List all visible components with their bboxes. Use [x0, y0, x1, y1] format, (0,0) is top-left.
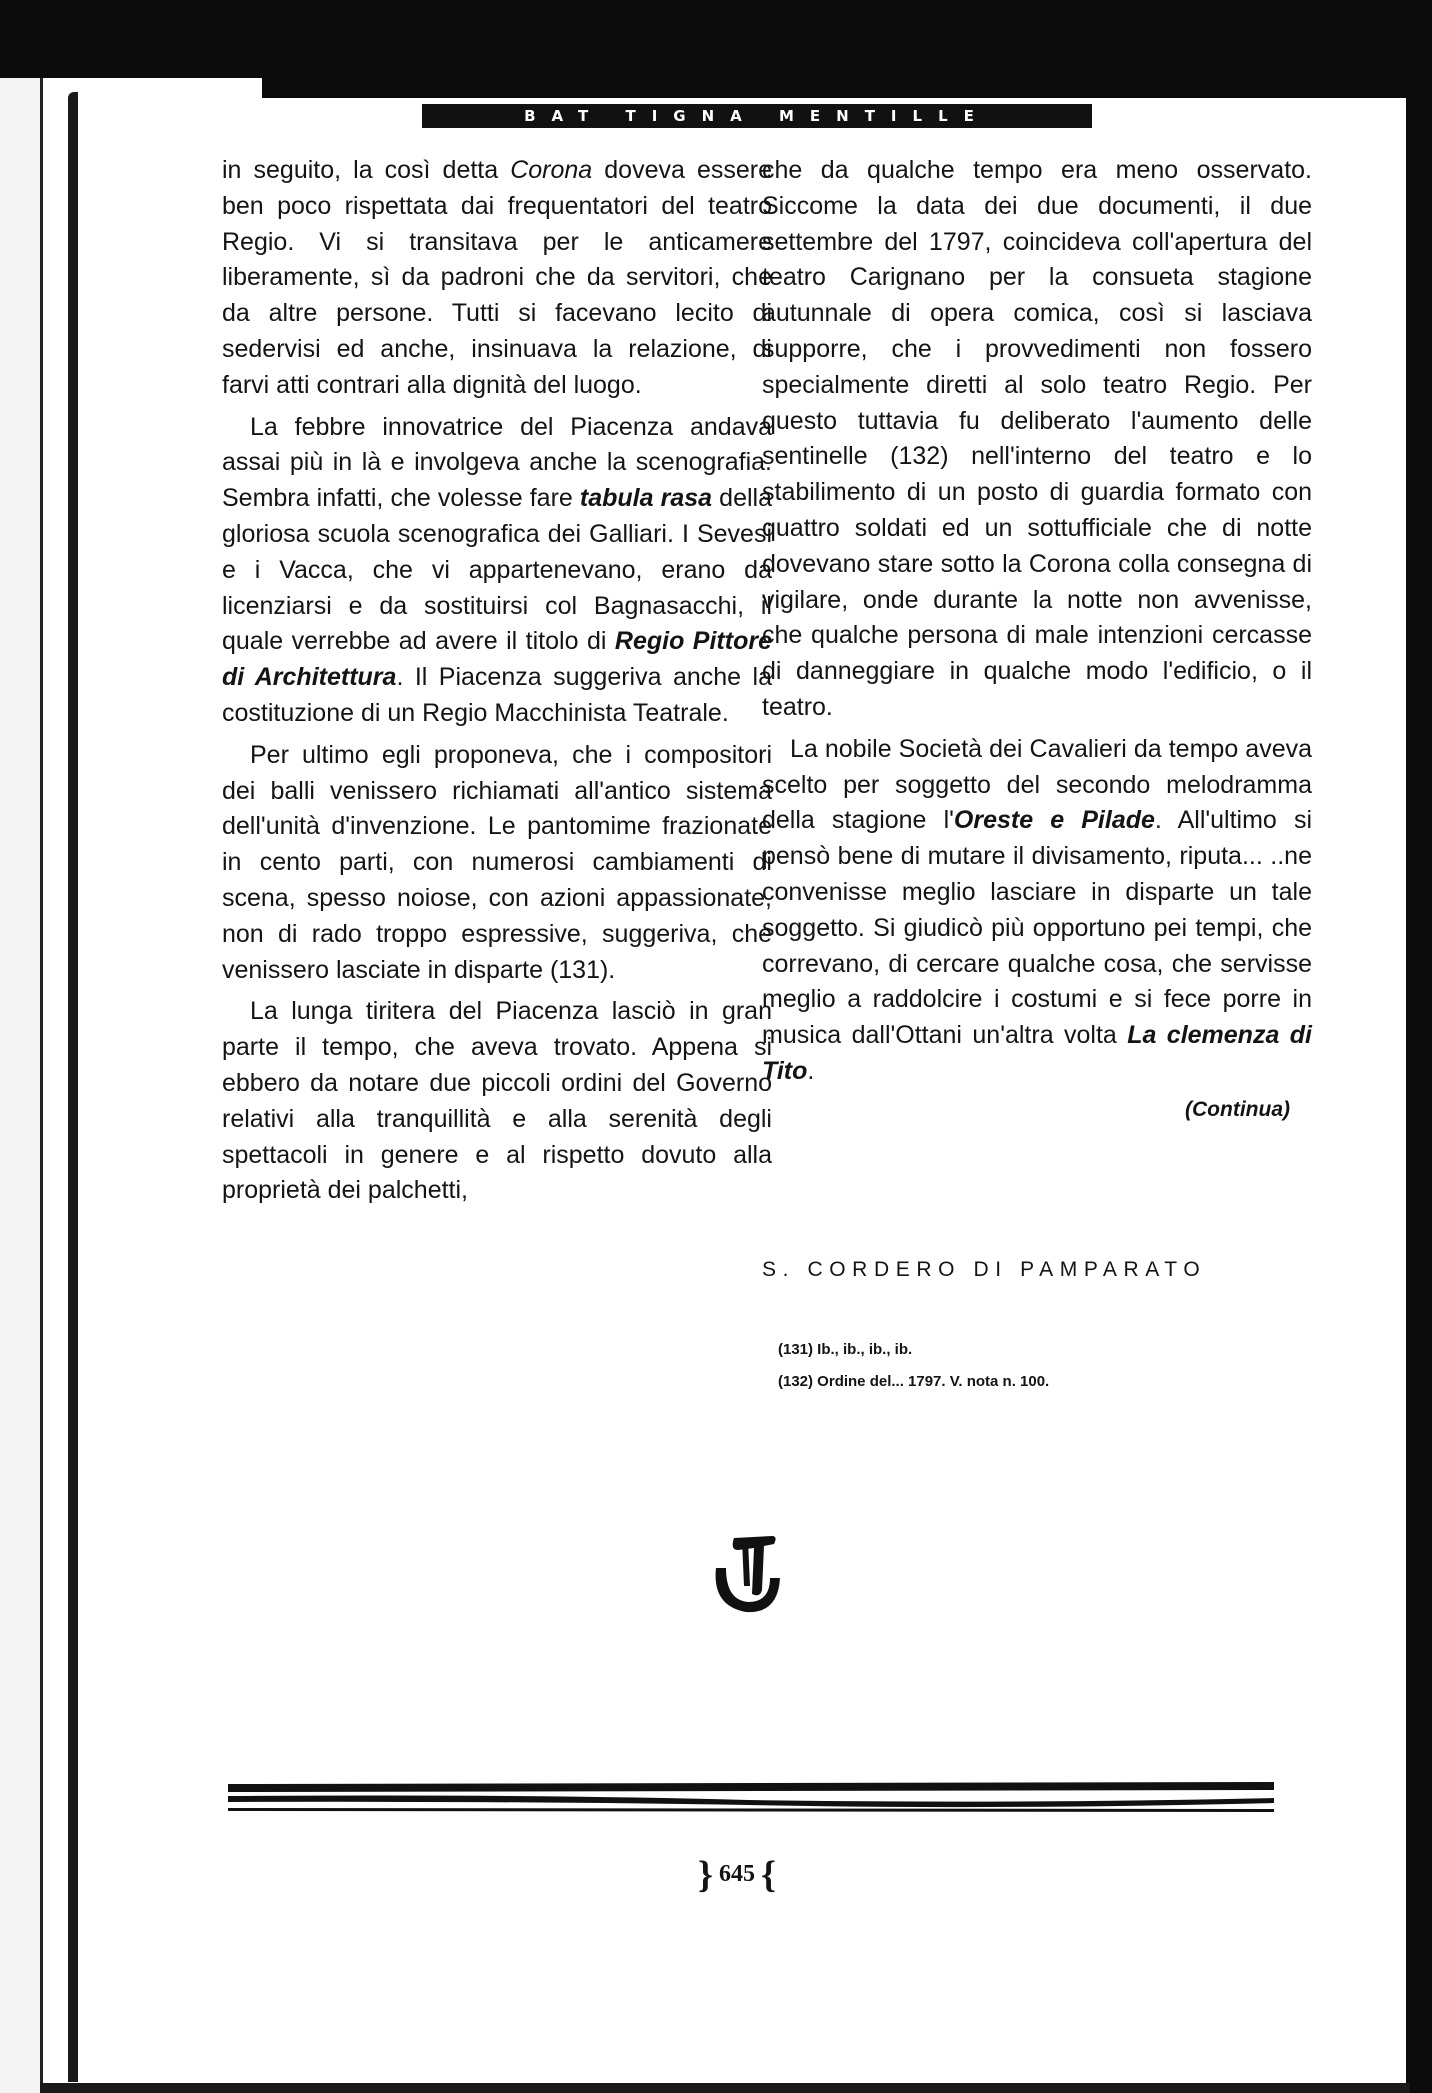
right-brace-ornament: {	[761, 1854, 776, 1896]
decorative-monogram-icon	[708, 1528, 786, 1618]
footnote: (132) Ordine del... 1797. V. nota n. 100.	[778, 1373, 1050, 1390]
scan-border-top-band	[262, 52, 1432, 98]
page-number-value: 645	[719, 1861, 755, 1887]
author-signature: S. CORDERO DI PAMPARATO	[762, 1258, 1207, 1281]
left-column	[222, 153, 772, 1209]
footnotes	[778, 1334, 1258, 1398]
scan-border-bottom	[40, 2083, 1410, 2093]
scan-border-left	[0, 78, 43, 2093]
scan-border-top-left	[0, 52, 262, 78]
paragraph: La lunga tiritera del Piacenza lasciò in gran parte il tempo, che aveva trovato. Appena si ebbero da notare due piccoli ordini del Governo relativi alla tranquillità e alla serenità degli spettacoli in genere e al rispetto dovuto alla proprietà dei palchetti,	[222, 997, 772, 1205]
left-brace-ornament: }	[698, 1854, 713, 1896]
decorative-rule	[228, 1778, 1274, 1818]
page-number	[672, 1853, 802, 1897]
scan-border-top	[0, 0, 1432, 52]
scan-border-right	[1406, 0, 1432, 2093]
page-binding-edge	[68, 92, 78, 2082]
paragraph: in seguito, la così detta Corona doveva essere ben poco rispettata dai frequentatori del teatro Regio. Vi si transitava per le anticamere liberamente, sì da padroni che da servitori, che da altre persone. Tutti si facevano lecito di sedervisi ed anche, insinuava la relazione, di farvi atti contrari alla dignità del luogo.	[222, 156, 772, 399]
right-column	[762, 153, 1312, 1128]
paragraph: che da qualche tempo era meno osservato. Siccome la data dei due documenti, il due settembre del 1797, coincideva coll'apertura del teatro Carignano per la consueta stagione autunnale di opera comica, così si lasciava supporre, che i provvedimenti non fossero specialmente diretti al solo teatro Regio. Per questo tuttavia fu deliberato l'aumento delle sentinelle (132) nell'interno del teatro e lo stabilimento di un posto di guardia formato con quattro soldati ed un sottufficiale che di notte dovevano stare sotto la Corona colla consegna di vigilare, onde durante la notte non avvenisse, che qualche persona di male intenzioni cercasse di danneggiare in qualche modo l'edificio, o il teatro.	[762, 156, 1312, 721]
continua-note: (Continua)	[1185, 1097, 1290, 1121]
running-header: BAT TIGNA MENTILLE	[422, 104, 1092, 128]
paragraph: La nobile Società dei Cavalieri da tempo aveva scelto per soggetto del secondo melodramma della stagione l'Oreste e Pilade. All'ultimo si pensò bene di mutare il divisamento, riputa... ..ne convenisse meglio lasciare in disparte un tale soggetto. Si giudicò più opportuno pei tempi, che correvano, di cercare qualche cosa, che servisse meglio a raddolcire i costumi e si fece porre in musica dall'Ottani un'altra volta La clemenza di Tito.	[762, 734, 1313, 1085]
paragraph: La febbre innovatrice del Piacenza andava assai più in là e involgeva anche la scenografia. Sembra infatti, che volesse fare tabula rasa della gloriosa scuola scenografica dei Galliari. I Sevesi e i Vacca, che vi appartenevano, erano da licenziarsi e da sostituirsi col Bagnasacchi, il quale verrebbe ad avere il titolo di Regio Pittore di Architettura. Il Piacenza suggeriva anche la costituzione di un Regio Macchinista Teatrale.	[222, 412, 772, 727]
footnote: (131) Ib., ib., ib., ib.	[778, 1341, 913, 1358]
paragraph: Per ultimo egli proponeva, che i compositori dei balli venissero richiamati all'antico sistema dell'unità d'invenzione. Le pantomime frazionate in cento parti, con numerosi cambiamenti di scena, spesso noiose, con azioni appassionate, non di rado troppo espressive, suggeriva, che venissero lasciate in disparte (131).	[222, 740, 772, 984]
